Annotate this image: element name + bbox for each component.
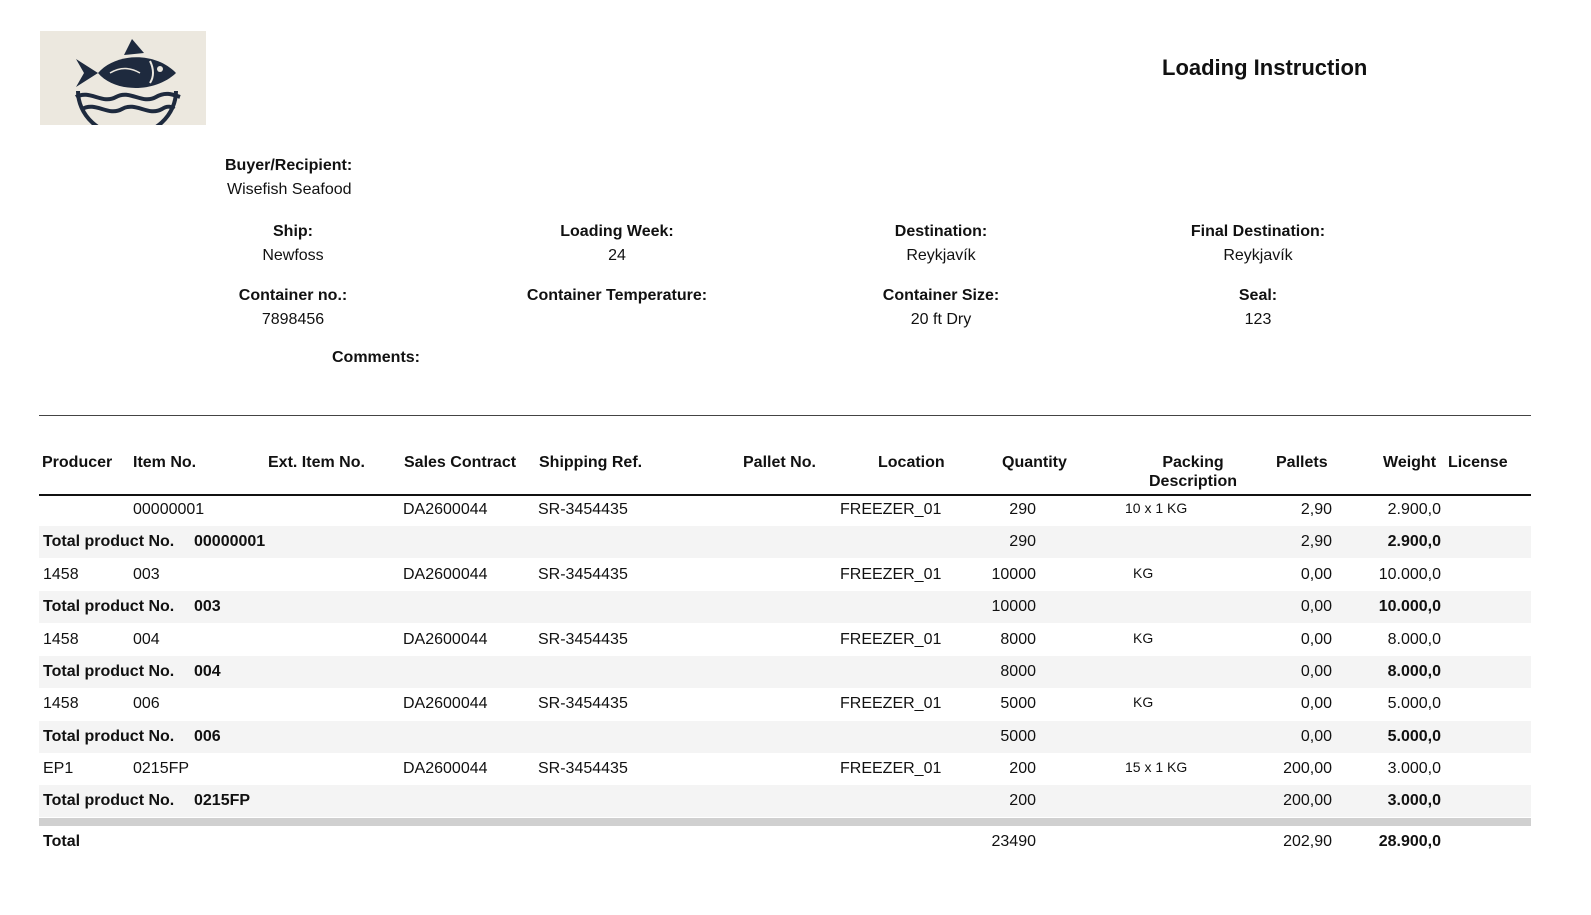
cell-location: FREEZER_01 [840,631,942,648]
subtotal-label: Total product No. [43,663,175,680]
container-size-field [811,284,1071,332]
header-packing-description [1125,453,1261,491]
total-separator [39,818,1531,826]
cell-sales-contract: DA2600044 [403,566,488,583]
seal-value: 123 [1244,311,1272,328]
subtotal-product: 0215FP [194,792,251,809]
subtotal-row [39,526,1531,558]
final-destination-value: Reykjavík [1223,247,1293,264]
cell-weight: 5.000,0 [1387,695,1441,712]
cell-location: FREEZER_01 [840,566,942,583]
subtotal-label: Total product No. [43,728,175,745]
cell-location: FREEZER_01 [840,695,942,712]
container-size-label: Container Size: [882,287,1000,304]
cell-pallets: 0,00 [1300,631,1332,648]
subtotal-weight: 8.000,0 [1387,663,1441,680]
cell-location: FREEZER_01 [840,501,942,518]
container-no-field [163,284,423,332]
header-pallet-no: Pallet No. [743,454,816,471]
header-packing-line2: Description [1148,473,1237,490]
cell-packing: KG [1133,694,1154,710]
cell-packing: KG [1133,630,1154,646]
table-row [39,753,1531,785]
ship-value: Newfoss [262,247,324,264]
subtotal-row [39,591,1531,623]
cell-pallets: 0,00 [1300,566,1332,583]
grand-total-weight: 28.900,0 [1378,833,1441,850]
cell-shipping-ref: SR-3454435 [538,760,628,777]
subtotal-product: 003 [194,598,221,615]
final-destination-field [1128,220,1388,268]
cell-packing: KG [1133,565,1154,581]
subtotal-product: 006 [194,728,221,745]
cell-weight: 2.900,0 [1387,501,1441,518]
header-sales-contract: Sales Contract [404,454,517,471]
subtotal-pallets: 2,90 [1300,533,1332,550]
header-shipping-ref: Shipping Ref. [539,454,643,471]
subtotal-pallets: 0,00 [1300,598,1332,615]
subtotal-label: Total product No. [43,792,175,809]
subtotal-weight: 2.900,0 [1387,533,1441,550]
page-title: Loading Instruction [1162,55,1368,80]
header-packing-line1: Packing [1162,454,1224,471]
destination-value: Reykjavík [906,247,976,264]
fish-logo-icon [40,31,206,125]
destination-label: Destination: [894,223,988,240]
table-row [39,688,1531,720]
cell-weight: 8.000,0 [1387,631,1441,648]
subtotal-quantity: 290 [1009,533,1036,550]
cell-shipping-ref: SR-3454435 [538,566,628,583]
header-location: Location [878,454,945,471]
ship-label: Ship: [273,223,313,240]
comments-label: Comments: [332,349,421,366]
company-logo [40,31,206,125]
cell-sales-contract: DA2600044 [403,631,488,648]
cell-item-no: 003 [133,566,160,583]
cell-quantity: 10000 [991,566,1036,583]
header-item-no: Item No. [133,454,197,471]
container-temperature-label: Container Temperature: [526,287,708,304]
cell-pallets: 2,90 [1300,501,1332,518]
cell-pallets: 0,00 [1300,695,1332,712]
subtotal-quantity: 10000 [991,598,1036,615]
subtotal-row [39,785,1531,817]
cell-item-no: 0215FP [133,760,190,777]
final-destination-label: Final Destination: [1190,223,1326,240]
cell-sales-contract: DA2600044 [403,501,488,518]
cell-quantity: 8000 [1000,631,1036,648]
cell-shipping-ref: SR-3454435 [538,695,628,712]
header-license: License [1448,454,1508,471]
grand-total-label: Total [43,833,81,850]
container-no-value: 7898456 [261,311,325,328]
grand-total-quantity: 23490 [991,833,1036,850]
destination-field [811,220,1071,268]
cell-weight: 10.000,0 [1378,566,1441,583]
cell-quantity: 200 [1009,760,1036,777]
container-no-label: Container no.: [238,287,348,304]
grand-total-pallets: 202,90 [1283,833,1332,850]
subtotal-weight: 5.000,0 [1387,728,1441,745]
cell-weight: 3.000,0 [1387,760,1441,777]
cell-sales-contract: DA2600044 [403,695,488,712]
buyer-label: Buyer/Recipient: [225,157,353,174]
subtotal-label: Total product No. [43,533,175,550]
subtotal-product: 00000001 [194,533,266,550]
table-header [39,452,1531,496]
subtotal-row [39,721,1531,753]
cell-shipping-ref: SR-3454435 [538,501,628,518]
cell-item-no: 006 [133,695,160,712]
subtotal-pallets: 0,00 [1300,728,1332,745]
table-row [39,624,1531,656]
section-divider [39,415,1531,416]
grand-total-row [39,826,1531,858]
container-size-value: 20 ft Dry [910,311,972,328]
cell-item-no: 004 [133,631,160,648]
cell-quantity: 290 [1009,501,1036,518]
subtotal-pallets: 0,00 [1300,663,1332,680]
subtotal-weight: 10.000,0 [1378,598,1441,615]
header-producer: Producer [42,454,113,471]
table-row [39,559,1531,591]
container-temperature-field [487,284,747,308]
buyer-value: Wisefish Seafood [227,181,352,198]
subtotal-product: 004 [194,663,221,680]
seal-label: Seal: [1238,287,1278,304]
cell-packing: 10 x 1 KG [1125,500,1188,516]
subtotal-weight: 3.000,0 [1387,792,1441,809]
cell-producer: 1458 [43,566,79,583]
cell-shipping-ref: SR-3454435 [538,631,628,648]
subtotal-quantity: 5000 [1000,728,1036,745]
subtotal-quantity: 8000 [1000,663,1036,680]
subtotal-row [39,656,1531,688]
loading-week-field [487,220,747,268]
loading-week-value: 24 [608,247,626,264]
subtotal-pallets: 200,00 [1283,792,1332,809]
cell-sales-contract: DA2600044 [403,760,488,777]
cell-producer: 1458 [43,695,79,712]
cell-producer: EP1 [43,760,74,777]
header-quantity: Quantity [1002,454,1067,471]
header-pallets: Pallets [1276,454,1328,471]
cell-location: FREEZER_01 [840,760,942,777]
loading-week-label: Loading Week: [560,223,674,240]
subtotal-label: Total product No. [43,598,175,615]
cell-quantity: 5000 [1000,695,1036,712]
cell-packing: 15 x 1 KG [1125,759,1188,775]
subtotal-quantity: 200 [1009,792,1036,809]
table-row [39,494,1531,526]
seal-field [1128,284,1388,332]
header-ext-item-no: Ext. Item No. [268,454,365,471]
cell-producer: 1458 [43,631,79,648]
cell-item-no: 00000001 [133,501,205,518]
ship-field [163,220,423,268]
header-weight: Weight [1383,454,1437,471]
cell-pallets: 200,00 [1283,760,1332,777]
